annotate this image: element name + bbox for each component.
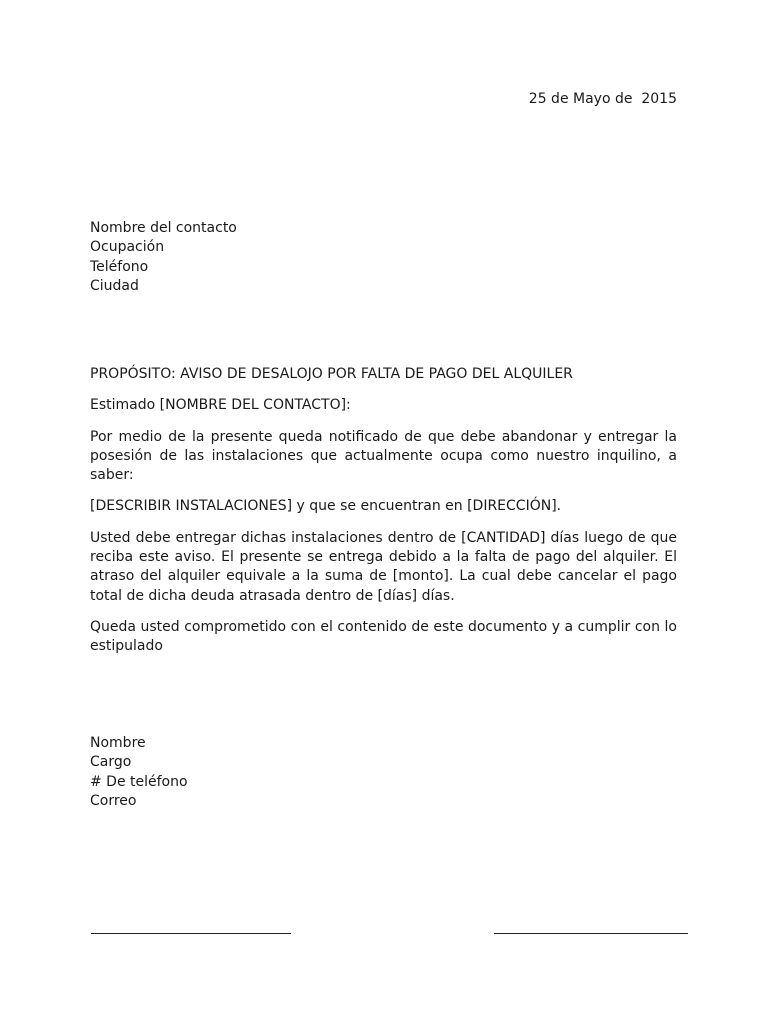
recipient-block (90, 219, 237, 296)
letter-salutation: Estimado [NOMBRE DEL CONTACTO]: (90, 397, 351, 414)
recipient-city: Ciudad (90, 277, 139, 294)
body-paragraph: Por medio de la presente queda notificado de que debe abandonar y entregar la posesión de las instalaciones que actualmente ocupa como nuestro inquilino, a saber: (90, 428, 677, 484)
recipient-occupation: Ocupación (90, 239, 165, 256)
signature-line-right (494, 933, 688, 934)
sender-block (90, 734, 188, 811)
body-paragraph: Queda usted comprometido con el contenido de este documento y a cumplir con lo estipulado (90, 618, 677, 655)
letter-date: 25 de Mayo de 2015 (528, 91, 677, 107)
recipient-name: Nombre del contacto (90, 220, 237, 236)
letter-subject: PROPÓSITO: AVISO DE DESALOJO POR FALTA DE PAGO DEL ALQUILER (90, 366, 573, 382)
sender-email: Correo (90, 792, 137, 809)
signature-line-left (91, 933, 291, 934)
letter-body (90, 365, 677, 669)
body-paragraph: Usted debe entregar dichas instalaciones dentro de [CANTIDAD] días luego de que reciba este aviso. El presente se entrega debido a la falta de pago del alquiler. El atraso del alquiler equivale a la suma de [monto]. La cual debe cancelar el pago total de dicha deuda atrasada dentro de [días] días. (90, 529, 677, 604)
sender-phone: # De teléfono (90, 773, 188, 790)
body-paragraph: [DESCRIBIR INSTALACIONES] y que se encuentran en [DIRECCIÓN]. (90, 498, 562, 515)
sender-position: Cargo (90, 754, 132, 771)
recipient-phone: Teléfono (90, 258, 149, 275)
sender-name: Nombre (90, 735, 146, 751)
